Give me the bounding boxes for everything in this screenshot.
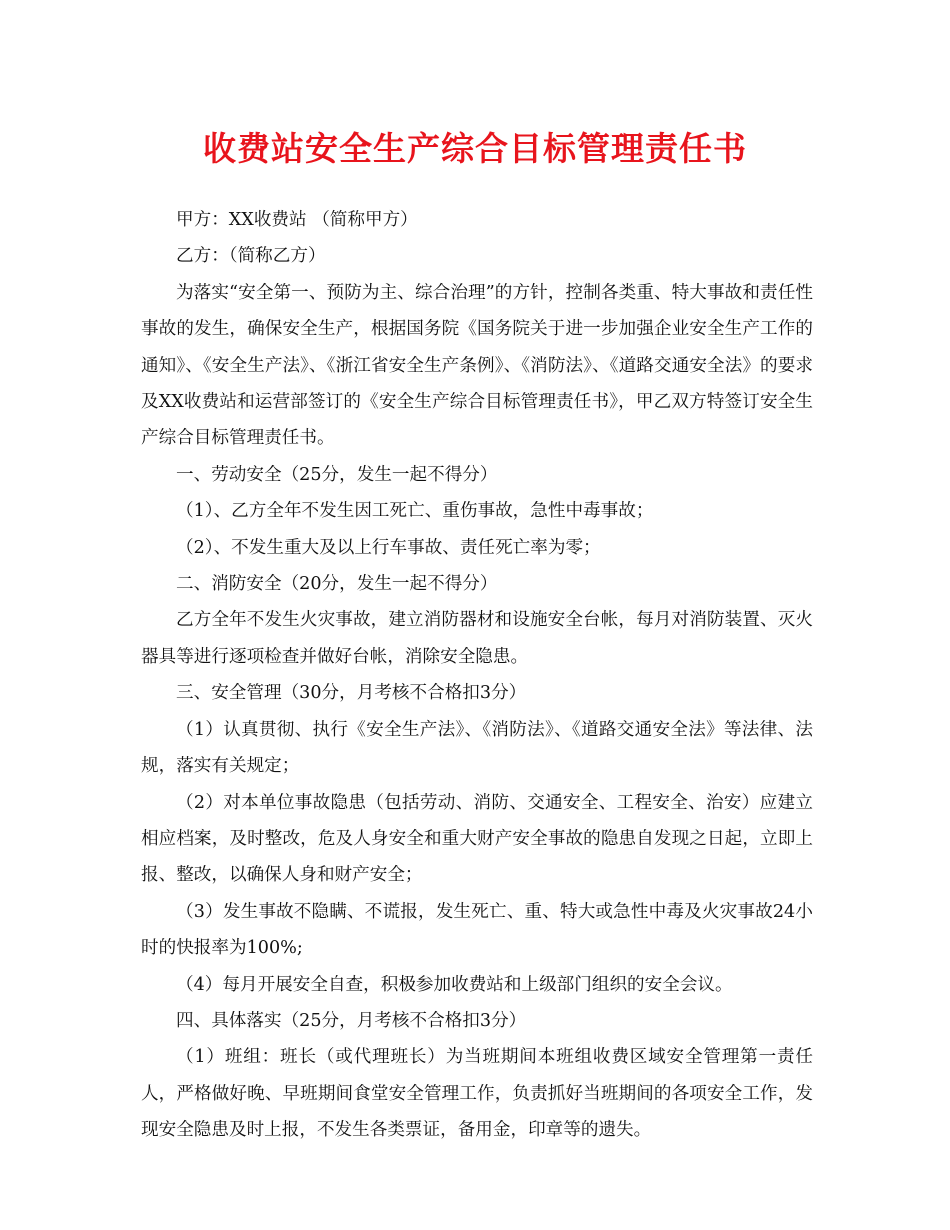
section-heading-fire-safety: 二、消防安全（20分，发生一起不得分）	[176, 574, 498, 595]
safety-management-item-4: （4）每月开展安全自查，积极参加收费站和上级部门组织的安全会议。	[176, 974, 733, 995]
safety-management-item-1: （1）认真贯彻、执行《安全生产法》、《消防法》、《道路交通安全法》等法律、法规，落实有关规定；	[141, 719, 813, 777]
preamble-paragraph: 为落实“安全第一、预防为主、综合治理”的方针，控制各类重、特大事故和责任性事故的发生，确保安全生产，根据国务院《国务院关于进一步加强企业安全生产工作的通知》、《安全生产法》、《浙江省安全生产条例》、《消防法》、《道路交通安全法》的要求及XX收费站和运营部签订的《安全生产综合目标管理责任书》，甲乙双方特签订安全生产综合目标管理责任书。	[141, 282, 813, 449]
party-b-line: 乙方：（简称乙方）	[176, 246, 326, 267]
safety-management-item-3: （3）发生事故不隐瞒、不谎报，发生死亡、重、特大或急性中毒及火灾事故24小时的快报率为100%;	[141, 901, 813, 959]
section-heading-labor-safety: 一、劳动安全（25分，发生一起不得分）	[176, 464, 498, 485]
document-body	[141, 202, 813, 1149]
labor-safety-item-1: （1）、乙方全年不发生因工死亡、重伤事故，急性中毒事故；	[176, 501, 654, 522]
labor-safety-item-2: （2）、不发生重大及以上行车事故、责任死亡率为零；	[176, 537, 601, 558]
safety-management-item-2: （2）对本单位事故隐患（包括劳动、消防、交通安全、工程安全、治安）应建立相应档案，及时整改，危及人身安全和重大财产安全事故的隐患自发现之日起，立即上报、整改，以确保人身和财产安全；	[141, 792, 813, 886]
implementation-item-1: （1）班组：班长（或代理班长）为当班期间本班组收费区域安全管理第一责任人，严格做好晚、早班期间食堂安全管理工作，负责抓好当班期间的各项安全工作，发现安全隐患及时上报，不发生各类票证，备用金，印章等的遗失。	[141, 1047, 813, 1141]
section-heading-safety-management: 三、安全管理（30分，月考核不合格扣3分）	[176, 683, 527, 704]
document-title: 收费站安全生产综合目标管理责任书	[203, 129, 747, 168]
section-heading-implementation: 四、具体落实（25分，月考核不合格扣3分）	[176, 1010, 527, 1031]
party-a-line: 甲方：XX收费站 （简称甲方）	[176, 210, 418, 230]
fire-safety-paragraph: 乙方全年不发生火灾事故，建立消防器材和设施安全台帐，每月对消防装置、灭火器具等进行逐项检查并做好台帐，消除安全隐患。	[141, 610, 813, 667]
